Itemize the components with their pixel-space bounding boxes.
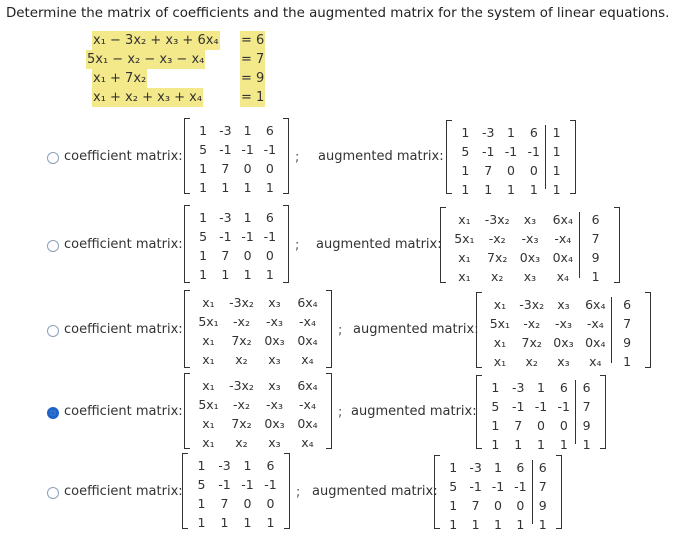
matrix-cell: 1 [491,437,500,452]
matrix-cell: x₃ [557,354,570,369]
matrix-cell: 1 [449,460,458,475]
answer-option[interactable] [0,118,700,198]
equation-row [92,69,292,88]
separator-semicolon: ; [295,238,300,253]
matrix-cell: 0 [266,496,275,511]
matrix-cell: -1 [219,229,232,244]
matrix-cell: 0 [265,248,274,263]
augmented-matrix [476,292,651,368]
matrix-cell: 1 [623,354,632,369]
matrix-cell: x₁ [458,212,471,227]
matrix-cell: -1 [557,399,571,414]
matrix-cell: x₃ [268,352,281,367]
matrix-grid [454,123,568,199]
matrix-cell: 1 [552,182,561,197]
left-bracket [440,207,446,283]
matrix-cell: 6 [265,123,274,138]
matrix-cell: 6 [623,297,632,312]
matrix-cell: -x₂ [233,397,250,412]
matrix-cell: 9 [538,498,547,513]
matrix-cell: 0x₄ [552,250,573,265]
matrix-cell: 7 [538,479,547,494]
option-radio-button[interactable] [47,152,59,164]
matrix-cell: 7x₂ [231,416,252,431]
matrix-cell: x₄ [301,352,314,367]
matrix-cell: x₂ [235,435,248,450]
matrix-cell: -1 [219,142,232,157]
matrix-cell: 1 [243,267,252,282]
matrix-cell: x₃ [268,435,281,450]
matrix-cell: 6 [559,380,568,395]
answer-option[interactable] [0,205,700,287]
matrix-cell: 1 [507,182,515,197]
left-bracket [476,375,482,449]
matrix-cell: 7 [221,248,230,263]
augmented-matrix-label: augmented matrix: [351,404,477,419]
separator-semicolon: ; [296,485,301,500]
matrix-cell: 0 [243,161,252,176]
matrix-cell: 6 [582,380,591,395]
coefficient-matrix [184,373,332,449]
matrix-cell: 0x₃ [553,335,574,350]
augmented-matrix-label: augmented matrix: [312,484,438,499]
matrix-cell: x₁ [202,416,215,431]
matrix-grid [192,293,324,369]
matrix-cell: -1 [514,479,527,494]
matrix-grid [192,376,324,452]
matrix-cell: 1 [449,517,458,532]
augmented-matrix [440,207,620,283]
matrix-cell: -3 [469,460,482,475]
matrix-grid [484,378,598,454]
matrix-cell: 9 [582,418,591,433]
matrix-cell: 1 [494,460,502,475]
coefficient-matrix [182,453,290,529]
matrix-cell: -1 [511,399,525,414]
left-bracket [182,453,188,529]
matrix-cell: 0x₄ [585,335,606,350]
matrix-cell: 1 [199,161,208,176]
equation-rhs: = 6 [241,33,265,48]
matrix-cell: 6 [538,460,547,475]
matrix-cell: 1 [491,380,500,395]
matrix-cell: -x₂ [233,314,250,329]
matrix-cell: -3x₂ [519,297,545,312]
matrix-cell: 1 [484,182,493,197]
matrix-cell: -1 [491,479,505,494]
matrix-cell: 7 [582,399,591,414]
matrix-cell: x₄ [301,435,314,450]
matrix-cell: -x₄ [299,314,316,329]
matrix-cell: x₁ [493,297,507,312]
matrix-cell: 7 [484,163,493,178]
matrix-cell: 7 [221,161,230,176]
matrix-cell: -3x₂ [229,378,254,393]
matrix-cell: -1 [534,399,548,414]
matrix-cell: 5 [449,479,458,494]
matrix-cell: -1 [469,479,482,494]
matrix-cell: -x₂ [523,316,541,331]
matrix-cell: 5 [197,477,206,492]
matrix-cell: 7 [591,231,600,246]
matrix-cell: 1 [449,498,458,513]
matrix-cell: 1 [491,418,500,433]
matrix-cell: -x₃ [555,316,572,331]
matrix-cell: 0x₄ [297,416,318,431]
matrix-cell: -1 [263,229,277,244]
matrix-cell: 1 [507,125,515,140]
matrix-cell: -x₂ [488,231,506,246]
equation-row [87,50,292,69]
matrix-cell: 7 [514,418,523,433]
equation-row [92,31,292,50]
answer-option[interactable] [0,453,700,533]
matrix-cell: 1 [243,458,252,473]
matrix-cell: 1 [559,437,568,452]
matrix-cell: 6 [516,460,525,475]
matrix-cell: 1 [199,210,208,225]
matrix-cell: 6 [266,458,275,473]
matrix-cell: 1 [529,182,538,197]
matrix-cell: x₂ [490,269,504,284]
option-radio-button[interactable] [47,487,59,499]
matrix-cell: 0 [507,163,515,178]
matrix-cell: -3 [219,123,232,138]
matrix-cell: -3 [481,125,495,140]
matrix-cell: 1 [461,163,470,178]
matrix-cell: 5x₁ [454,231,475,246]
matrix-cell: 0 [537,418,545,433]
matrix-cell: -x₃ [266,314,283,329]
matrix-cell: 1 [243,515,252,530]
separator-semicolon: ; [338,323,343,338]
matrix-cell: 7x₂ [231,333,252,348]
coefficient-matrix-label: coefficient matrix: [64,237,183,252]
matrix-grid [192,121,281,197]
matrix-cell: 6 [591,212,600,227]
coefficient-matrix-label: coefficient matrix: [64,404,183,419]
matrix-cell: 1 [243,210,252,225]
question-text: Determine the matrix of coefficients and the augmented matrix for the system of linear equations. [6,6,670,21]
matrix-cell: -3x₂ [229,295,254,310]
matrix-cell: 5 [461,144,470,159]
augment-divider [611,297,612,363]
right-bracket [283,118,289,194]
matrix-cell: 1 [199,267,208,282]
right-bracket [570,120,576,194]
matrix-cell: 1 [197,496,206,511]
matrix-cell: x₃ [523,212,537,227]
matrix-cell: 1 [243,180,252,195]
matrix-cell: 1 [265,267,274,282]
matrix-cell: 1 [197,458,206,473]
option-radio-button[interactable] [47,407,59,419]
matrix-cell: x₂ [525,354,538,369]
augmented-matrix-label: augmented matrix: [353,322,479,337]
left-bracket [434,455,440,529]
matrix-cell: 1 [243,123,252,138]
matrix-cell: 1 [221,267,230,282]
answer-option[interactable] [0,373,700,453]
matrix-cell: 1 [199,123,208,138]
matrix-cell: 1 [516,517,525,532]
right-bracket [284,453,290,529]
equation-system [87,31,292,107]
matrix-cell: 1 [514,437,523,452]
matrix-cell: x₄ [556,269,569,284]
left-bracket [476,292,482,368]
augment-divider [545,125,546,189]
matrix-cell: 5x₁ [198,397,219,412]
left-bracket [446,120,452,194]
augmented-matrix [434,455,562,532]
matrix-cell: 0x₃ [264,333,285,348]
matrix-cell: -3 [218,458,231,473]
left-bracket [184,290,190,368]
matrix-cell: 1 [552,163,561,178]
matrix-cell: 5 [199,142,208,157]
matrix-cell: 1 [552,144,561,159]
matrix-cell: 1 [591,269,600,284]
right-bracket [556,455,562,529]
matrix-cell: 1 [199,248,208,263]
matrix-cell: 0 [494,498,502,513]
matrix-cell: x₁ [202,378,215,393]
matrix-cell: 1 [494,517,502,532]
matrix-cell: 0x₃ [264,416,285,431]
matrix-cell: -1 [241,229,254,244]
matrix-cell: x₃ [268,378,281,393]
matrix-cell: x₁ [458,250,471,265]
right-bracket [326,373,332,449]
matrix-cell: -x₄ [554,231,572,246]
matrix-cell: 1 [265,180,274,195]
matrix-cell: 1 [461,182,470,197]
matrix-cell: -x₃ [521,231,539,246]
matrix-cell: 0 [529,163,538,178]
matrix-cell: 7x₂ [487,250,508,265]
coefficient-matrix [184,118,289,194]
matrix-grid [442,458,554,534]
matrix-cell: 1 [538,517,547,532]
equation-rhs: = 1 [241,90,265,105]
left-bracket [184,205,190,283]
matrix-cell: 9 [591,250,600,265]
left-bracket [184,373,190,449]
matrix-grid [190,456,282,532]
matrix-cell: 6x₄ [297,295,318,310]
matrix-cell: 0x₄ [297,333,318,348]
equation-rhs: = 9 [241,71,265,86]
matrix-cell: 0 [265,161,274,176]
matrix-cell: -3 [511,380,525,395]
right-bracket [614,207,620,283]
left-bracket [184,118,190,194]
matrix-cell: 1 [552,125,561,140]
answer-option[interactable] [0,290,700,372]
matrix-cell: 0 [243,496,252,511]
matrix-cell: x₁ [202,352,215,367]
matrix-cell: 7 [623,316,632,331]
augmented-matrix [446,120,576,197]
coefficient-matrix [184,290,332,368]
matrix-grid [448,210,612,286]
augmented-matrix-label: augmented matrix: [318,149,444,164]
matrix-cell: -3x₂ [484,212,510,227]
matrix-cell: 1 [582,437,591,452]
matrix-cell: -x₃ [266,397,283,412]
matrix-cell: x₁ [493,335,507,350]
matrix-cell: x₄ [589,354,602,369]
matrix-cell: x₁ [202,333,215,348]
matrix-grid [484,295,643,371]
option-radio-button[interactable] [47,240,59,252]
matrix-cell: 9 [623,335,632,350]
matrix-cell: 0x₃ [519,250,541,265]
matrix-cell: 1 [537,380,545,395]
matrix-cell: 7x₂ [521,335,542,350]
matrix-cell: 5 [199,229,208,244]
augment-divider [575,380,576,444]
matrix-cell: -1 [504,144,518,159]
matrix-cell: 5x₁ [489,316,511,331]
augment-divider [532,460,533,524]
matrix-cell: -1 [241,142,254,157]
augment-divider [579,212,580,278]
matrix-cell: 6x₄ [552,212,573,227]
matrix-cell: 1 [461,125,470,140]
equation-lhs: 5x₁ − x₂ − x₃ − x₄ [87,52,205,67]
matrix-cell: x₃ [557,297,570,312]
coefficient-matrix [184,205,289,283]
equation-lhs: x₁ + 7x₂ [93,71,147,86]
right-bracket [600,375,606,449]
right-bracket [326,290,332,368]
matrix-cell: x₁ [493,354,507,369]
matrix-cell: 1 [471,517,480,532]
augmented-matrix [476,375,606,452]
matrix-cell: 0 [559,418,568,433]
matrix-cell: x₁ [202,295,215,310]
matrix-cell: 7 [471,498,480,513]
matrix-cell: -1 [241,477,254,492]
separator-semicolon: ; [338,405,343,420]
matrix-cell: x₂ [235,352,248,367]
matrix-cell: 0 [243,248,252,263]
matrix-cell: -1 [264,477,277,492]
matrix-cell: -1 [527,144,541,159]
right-bracket [283,205,289,283]
matrix-cell: 0 [516,498,525,513]
matrix-cell: -x₄ [586,316,604,331]
coefficient-matrix-label: coefficient matrix: [64,149,183,164]
matrix-cell: 1 [220,515,229,530]
matrix-cell: 6 [529,125,538,140]
matrix-cell: 6x₄ [297,378,318,393]
matrix-cell: 1 [266,515,275,530]
matrix-cell: -1 [218,477,231,492]
matrix-cell: -1 [481,144,495,159]
matrix-cell: 1 [221,180,230,195]
coefficient-matrix-label: coefficient matrix: [64,322,183,337]
matrix-cell: 6 [265,210,274,225]
matrix-cell: 1 [197,515,206,530]
matrix-cell: 7 [220,496,229,511]
matrix-grid [192,208,281,284]
right-bracket [645,292,651,368]
matrix-cell: -1 [263,142,277,157]
matrix-cell: -x₄ [299,397,316,412]
option-radio-button[interactable] [47,325,59,337]
augmented-matrix-label: augmented matrix: [316,237,442,252]
equation-lhs: x₁ − 3x₂ + x₃ + 6x₄ [93,33,219,48]
equation-lhs: x₁ + x₂ + x₃ + x₄ [93,90,203,105]
matrix-cell: 1 [537,437,545,452]
matrix-cell: x₁ [458,269,471,284]
equation-row [92,88,292,107]
separator-semicolon: ; [295,150,300,165]
matrix-cell: x₃ [523,269,537,284]
matrix-cell: 6x₄ [585,297,606,312]
matrix-cell: x₁ [202,435,215,450]
matrix-cell: x₃ [268,295,281,310]
matrix-cell: 5x₁ [198,314,219,329]
matrix-cell: -3 [219,210,232,225]
matrix-cell: 5 [491,399,500,414]
equation-rhs: = 7 [241,52,265,67]
matrix-cell: 1 [199,180,208,195]
coefficient-matrix-label: coefficient matrix: [64,484,183,499]
